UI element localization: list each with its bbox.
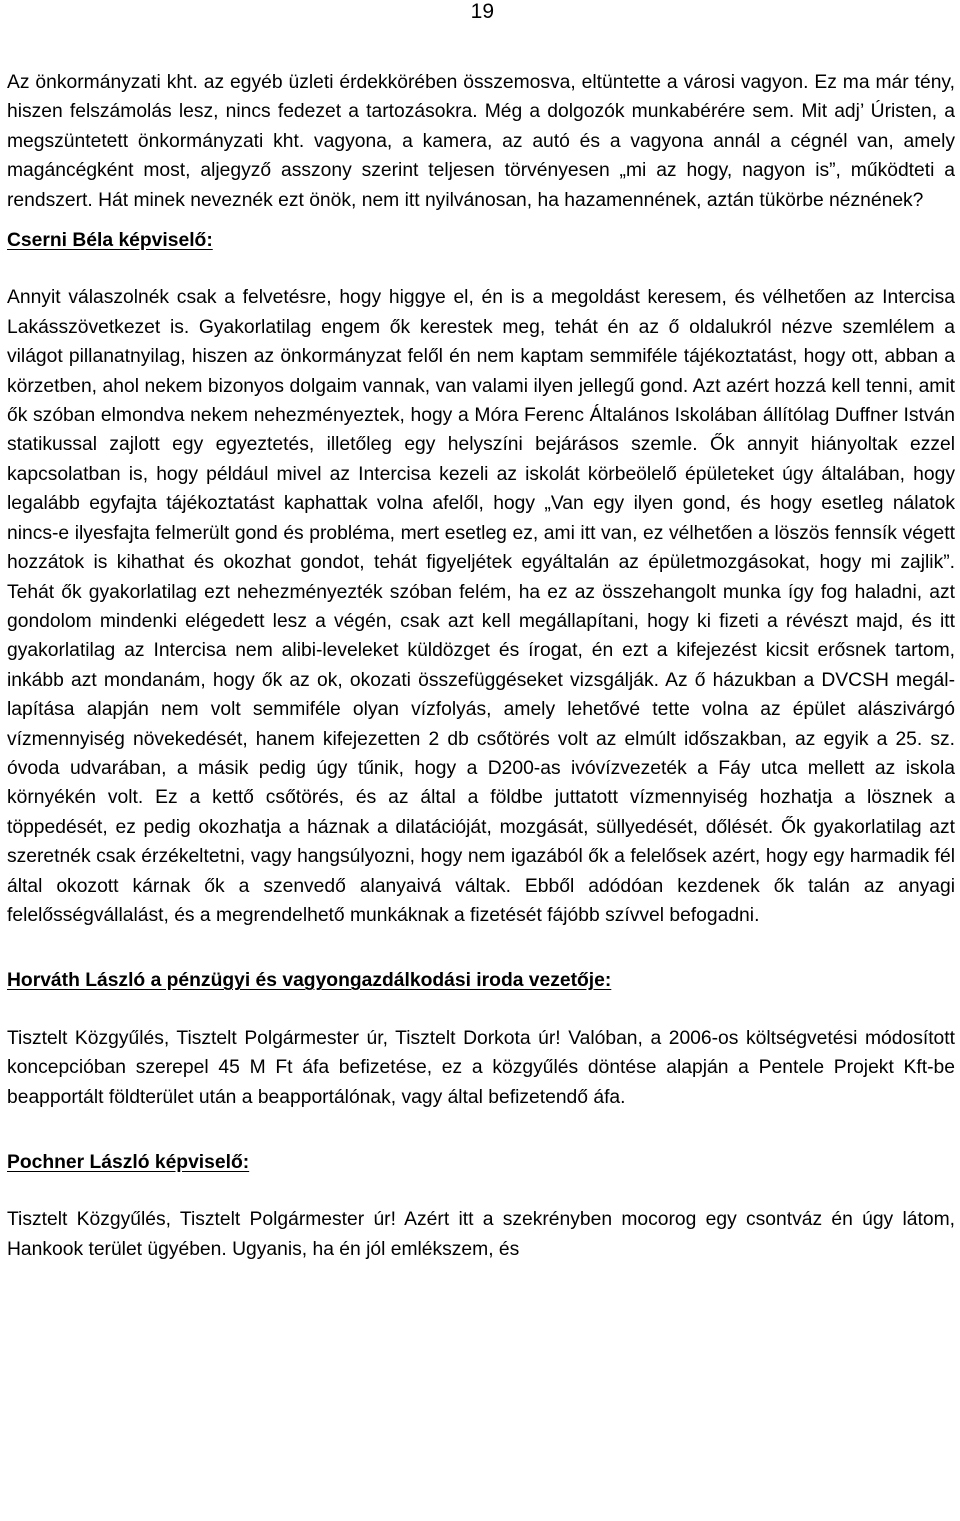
page-number: 19 — [470, 0, 494, 23]
document-body — [7, 68, 955, 1264]
speaker-heading-pochner: Pochner László képviselő: — [7, 1152, 250, 1173]
speaker-heading-cserni: Cserni Béla képviselő: — [7, 230, 213, 252]
paragraph-cserni: Annyit válaszolnék csak a felvetésre, hogy higgye el, én is a megoldást keresem, és vélhetően az Intercisa Lakásszövetkezet is. Gyakorlatilag engem ők kerestek meg, tehát én az ő oldalukról nézve szemlélem a világot pillanatnyilag, hiszen az önkormányzat felől én nem kaptam semmiféle tájékoztatást, hogy ott, abban a körzetben, ahol nekem bizonyos dolgaim vannak, van valami ilyen jellegű gond. Azt azért hozzá kell tenni, amit ők szóban elmondva nekem nehezményeztek, hogy a Móra Ferenc Általános Iskolában állítólag Duffner István statikussal zajlott egy egyeztetés, illetőleg egy helyszíni bejárásos szemle. Ők annyit hiányoltak ezzel kapcsolatban is, hogy például mivel az Intercisa kezeli az iskolát körbeölelő épületeket úgy általában, hogy legalább egyfajta tájékoztatást kaphattak volna afelől, hogy „Van egy ilyen gond, és hogy esetleg nálatok nincs-e ilyesfajta felmerült gond és probléma, mert esetleg ez, ami itt van, ez vélhetően a löszös fennsík végett hozzátok is kihathat és okozhat gondot, tehát figyeljétek egyáltalán az épületmozgásokat, hogy mi zajlik”. Tehát ők gyakorlatilag ezt nehezményezték szóban felém, ha ez az összehangolt munka így fog haladni, azt gondolom mindenki elégedett lesz a végén, csak azt kell megállapítani, hogy ki fizeti a révészt majd, és itt gyakorlatilag az Intercisa nem alibi-leveleket küldözget és írogat, én ezt a kifejezést kicsit erősnek tartom, inkább azt mondanám, hogy ők az ok, okozati összefüggéseket vizsgálják. Az ő házukban a DVCSH megállapítása alapján nem volt semmiféle olyan vízfolyás, amely lehetővé tette volna az épület alászivárgó vízmennyiség növekedését, hanem kifejezetten 2 db csőtörés volt az elmúlt időszakban, az egyik a 25. sz. óvoda udvarában, a másik pedig úgy tűnik, hogy a D200-as ivóvízvezeték a Fáy utca mellett az iskola környékén volt. Ez a kettő csőtörés, és az által a földbe juttatott vízmennyiség hozhatja a lösznek a töppedését, ez pedig okozhatja a háznak a dilatációját, mozgását, süllyedését, dőlését. Ők gyakorlatilag azt szeretnék csak érzékeltetni, vagy hangsúlyozni, hogy nem igazából ők a felelősek azért, hogy egy harmadik fél által okozott kárnak ők a szenvedő alanyaivá váltak. Ebből adódóan kezdenek ők talán az anyagi felelősségvállalást, és a megrendelhető munkáknak a fizetését fájóbb szívvel befogadni. — [7, 287, 955, 926]
paragraph-intro: Az önkormányzati kht. az egyéb üzleti érdekkörében összemosva, eltüntette a városi vagyon. Ez ma már tény, hiszen felszámolás lesz, nincs fedezet a tartozásokra. Még a dolgozók munkabérére sem. Mit adj’ Úristen, a megszüntetett önkormányzati kht. vagyona, a kamera, az autó és a vagyona annál a cégnél van, amely magáncégként most, aljegyző asszony szerint teljesen törvényesen „mi az hogy, nagyon is”, működteti a rendszert. Hát minek neveznék ezt önök, nem itt nyilvánosan, ha hazamennének, aztán tükörbe néznének? — [7, 72, 955, 211]
paragraph-horvath: Tisztelt Közgyűlés, Tisztelt Polgármester úr, Tisztelt Dorkota úr! Valóban, a 2006-os költségvetési módosított koncepcióban szerepel 45 M Ft áfa befizetése, ez a közgyűlés döntése alapján a Pentele Projekt Kft-be beapportált földterület után a beapportálónak, vagy által befizetendő áfa. — [7, 1027, 955, 1108]
paragraph-pochner: Tisztelt Közgyűlés, Tisztelt Polgármester úr! Azért itt a szekrényben mocorog egy csontváz én úgy látom, Hankook terület ügyében. Ugyanis, ha én jól emlékszem, és — [7, 1209, 955, 1260]
speaker-heading-horvath: Horváth László a pénzügyi és vagyongazdálkodási iroda vezetője: — [7, 970, 612, 992]
